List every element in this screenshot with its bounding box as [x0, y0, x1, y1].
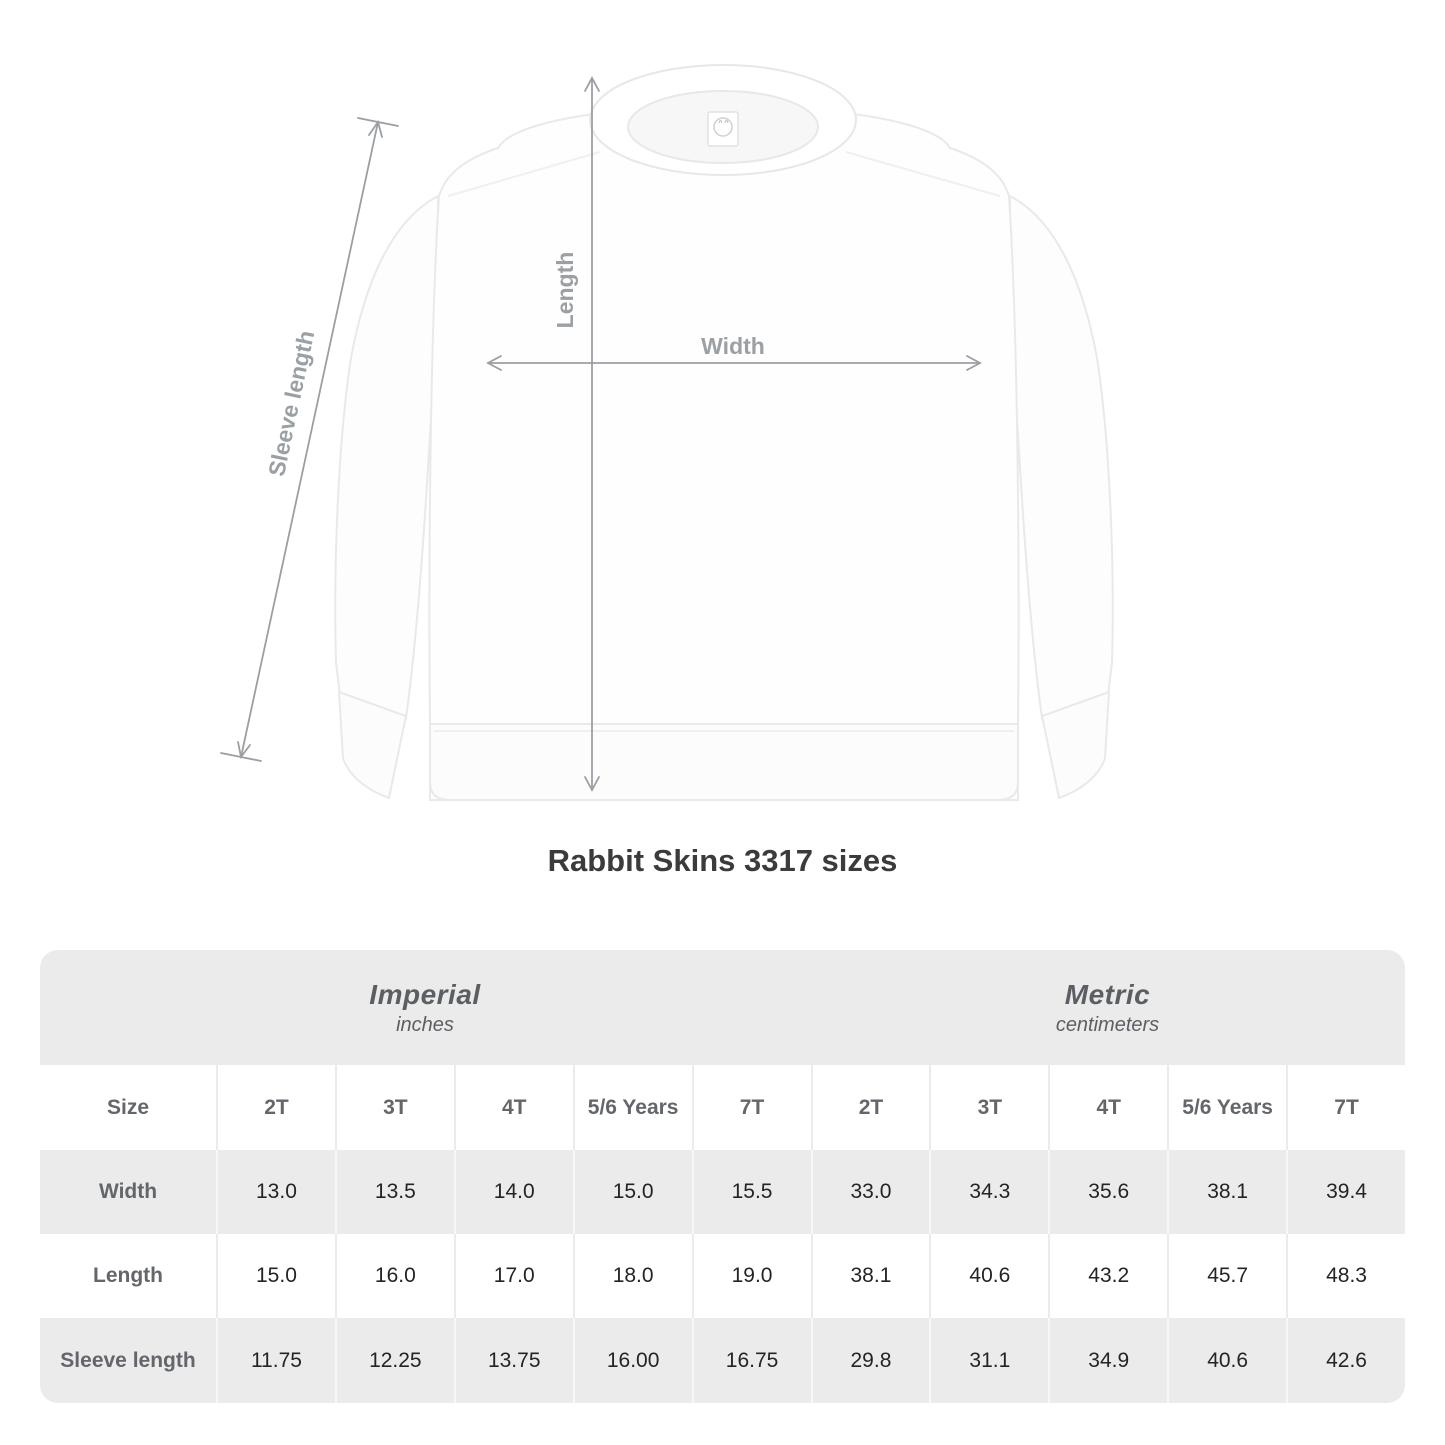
value-cell: 15.0 — [573, 1150, 692, 1234]
metric-unit-header — [810, 950, 1405, 1065]
value-cell: 48.3 — [1286, 1234, 1405, 1318]
value-cell: 38.1 — [811, 1234, 930, 1318]
page-title: Rabbit Skins 3317 sizes — [547, 843, 898, 878]
table-row-width — [40, 1150, 1405, 1234]
value-cell: 43.2 — [1048, 1234, 1167, 1318]
header-cell: 4T — [454, 1065, 573, 1150]
value-cell: 45.7 — [1167, 1234, 1286, 1318]
value-cell: 40.6 — [929, 1234, 1048, 1318]
size-header-cell: Size — [106, 1095, 150, 1119]
value-cell: 35.6 — [1048, 1150, 1167, 1234]
header-cell: 7T — [692, 1065, 811, 1150]
table-row-length — [40, 1234, 1405, 1318]
value-cell: 13.75 — [454, 1318, 573, 1403]
row-label: Width — [98, 1180, 158, 1203]
value-cell: 12.25 — [335, 1318, 454, 1403]
value-cell: 15.0 — [216, 1234, 335, 1318]
value-cell: 40.6 — [1167, 1318, 1286, 1403]
value-cell: 19.0 — [692, 1234, 811, 1318]
value-cell: 11.75 — [216, 1318, 335, 1403]
header-cell: 4T — [1048, 1065, 1167, 1150]
row-label: Length — [93, 1264, 163, 1287]
header-cell: 3T — [929, 1065, 1048, 1150]
hem-band — [430, 724, 1018, 800]
header-cell: 5/6 Years — [1167, 1065, 1286, 1150]
value-cell: 38.1 — [1167, 1150, 1286, 1234]
value-cell: 13.0 — [216, 1150, 335, 1234]
value-cell: 34.9 — [1048, 1318, 1167, 1403]
unit-header-row — [40, 950, 1405, 1065]
table-row-sleeve-length — [40, 1318, 1405, 1403]
column-header-row — [40, 1065, 1405, 1150]
size-table — [40, 950, 1405, 1403]
value-cell: 42.6 — [1286, 1318, 1405, 1403]
value-cell: 34.3 — [929, 1150, 1048, 1234]
width-label: Width — [701, 333, 765, 359]
value-cell: 16.0 — [335, 1234, 454, 1318]
value-cell: 16.00 — [573, 1318, 692, 1403]
value-cell: 39.4 — [1286, 1150, 1405, 1234]
value-cell: 31.1 — [929, 1318, 1048, 1403]
value-cell: 13.5 — [335, 1150, 454, 1234]
row-label: Sleeve length — [60, 1348, 196, 1372]
value-cell: 15.5 — [692, 1150, 811, 1234]
value-cell: 16.75 — [692, 1318, 811, 1403]
header-cell: 7T — [1286, 1065, 1405, 1150]
value-cell: 29.8 — [811, 1318, 930, 1403]
imperial-subtitle: inches — [396, 1013, 454, 1036]
value-cell: 14.0 — [454, 1150, 573, 1234]
length-label: Length — [552, 251, 578, 329]
imperial-title: Imperial — [369, 978, 481, 1010]
imperial-unit-header — [40, 950, 810, 1065]
metric-title: Metric — [1064, 978, 1151, 1010]
header-cell: 2T — [811, 1065, 930, 1150]
header-cell: 3T — [335, 1065, 454, 1150]
header-cell: 5/6 Years — [573, 1065, 692, 1150]
neck-tag — [708, 112, 738, 146]
value-cell: 33.0 — [811, 1150, 930, 1234]
sweatshirt-illustration — [335, 65, 1113, 800]
value-cell: 17.0 — [454, 1234, 573, 1318]
left-sleeve — [335, 196, 438, 718]
value-cell: 18.0 — [573, 1234, 692, 1318]
torso — [429, 106, 1018, 800]
right-sleeve — [1010, 196, 1113, 718]
header-cell: 2T — [216, 1065, 335, 1150]
sleeve-length-label: Sleeve length — [263, 328, 320, 479]
metric-subtitle: centimeters — [1055, 1013, 1160, 1036]
